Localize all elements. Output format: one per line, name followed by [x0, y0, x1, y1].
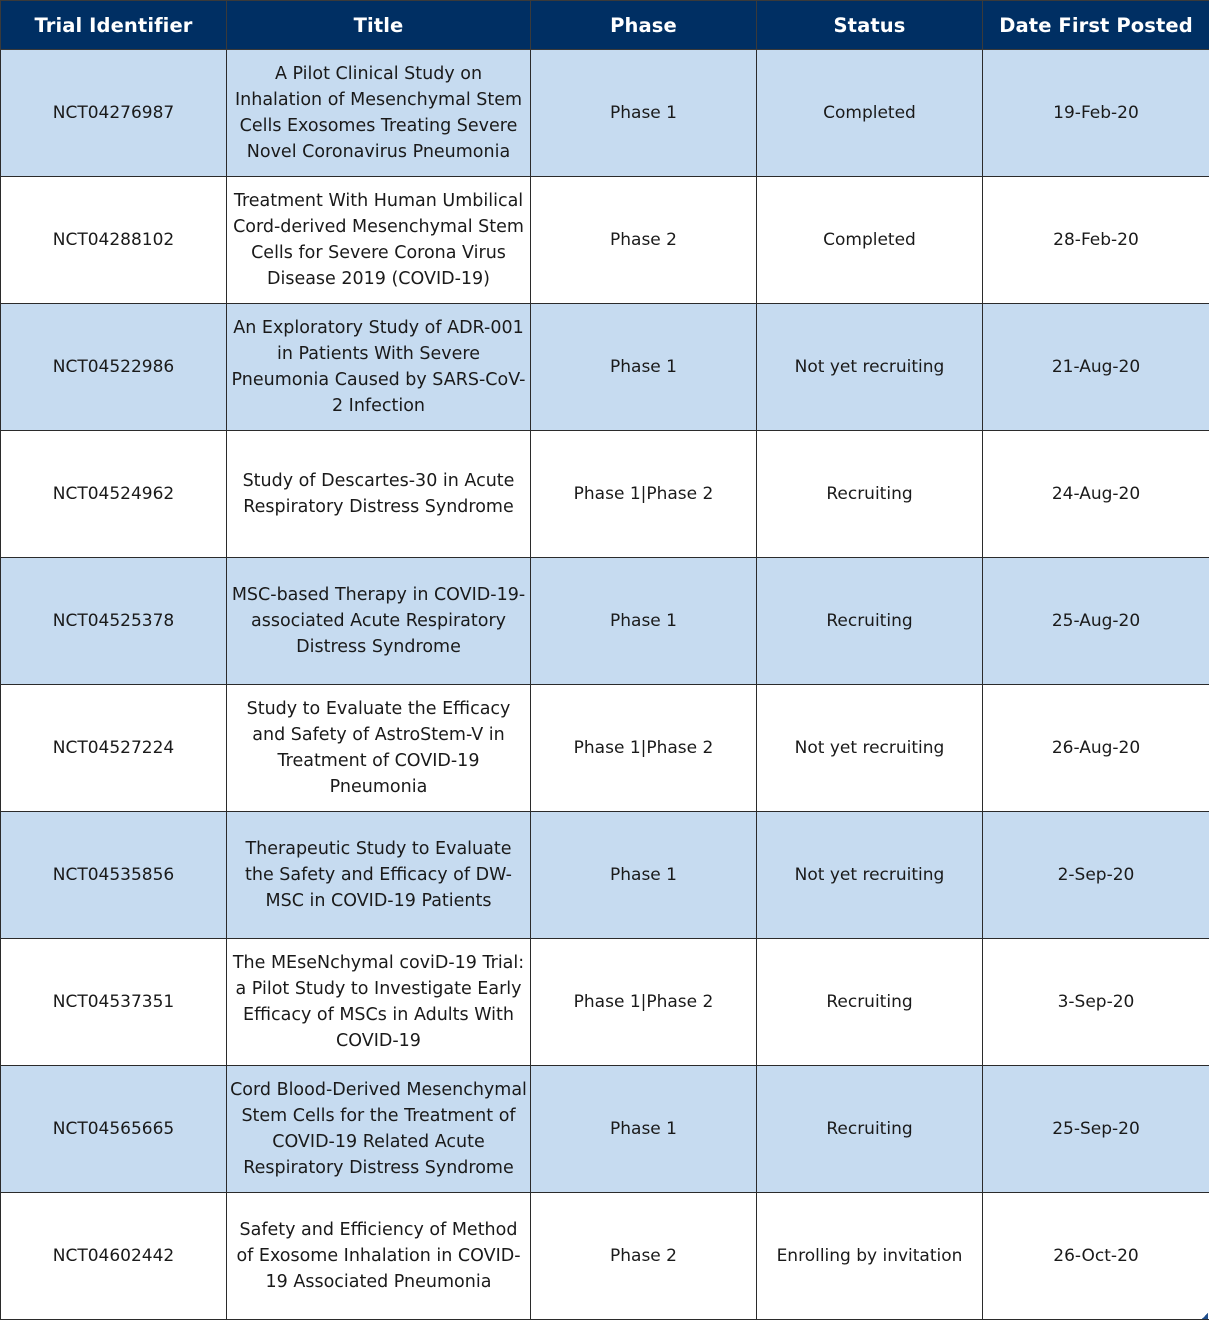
phase-cell: Phase 1: [531, 304, 757, 431]
header-title: Title: [227, 1, 531, 50]
table-row: [1, 177, 1209, 304]
table-header: [1, 1, 1209, 50]
date-first-posted-cell: 25-Aug-20: [983, 558, 1209, 685]
table-row: [1, 558, 1209, 685]
status-cell: Not yet recruiting: [757, 685, 983, 812]
date-first-posted-cell: 25-Sep-20: [983, 1066, 1209, 1193]
date-first-posted-cell: 28-Feb-20: [983, 177, 1209, 304]
table-row: [1, 304, 1209, 431]
phase-cell: Phase 1|Phase 2: [531, 939, 757, 1066]
date-first-posted-cell: 19-Feb-20: [983, 50, 1209, 177]
date-first-posted-cell: 2-Sep-20: [983, 812, 1209, 939]
phase-cell: Phase 1: [531, 558, 757, 685]
title-cell: Safety and Efficiency of Method of Exosome Inhalation in COVID-19 Associated Pneumonia: [227, 1193, 531, 1320]
table-body: [1, 50, 1209, 1320]
title-cell: The MEseNchymal coviD-19 Trial: a Pilot Study to Investigate Early Efficacy of MSCs in Adults With COVID-19: [227, 939, 531, 1066]
trial-identifier-cell: NCT04276987: [1, 50, 227, 177]
trial-identifier-cell: NCT04537351: [1, 939, 227, 1066]
table-row: [1, 685, 1209, 812]
header-trial-identifier: Trial Identifier: [1, 1, 227, 50]
status-cell: Recruiting: [757, 1066, 983, 1193]
title-cell: A Pilot Clinical Study on Inhalation of Mesenchymal Stem Cells Exosomes Treating Severe Novel Coronavirus Pneumonia: [227, 50, 531, 177]
title-cell: Therapeutic Study to Evaluate the Safety and Efficacy of DW-MSC in COVID-19 Patients: [227, 812, 531, 939]
header-phase: Phase: [531, 1, 757, 50]
phase-cell: Phase 1|Phase 2: [531, 685, 757, 812]
trial-identifier-cell: NCT04565665: [1, 1066, 227, 1193]
title-cell: MSC-based Therapy in COVID-19-associated Acute Respiratory Distress Syndrome: [227, 558, 531, 685]
status-cell: Not yet recruiting: [757, 812, 983, 939]
title-cell: Cord Blood-Derived Mesenchymal Stem Cells for the Treatment of COVID-19 Related Acute Respiratory Distress Syndrome: [227, 1066, 531, 1193]
date-first-posted-cell: 21-Aug-20: [983, 304, 1209, 431]
resize-handle-icon[interactable]: [1202, 1313, 1208, 1319]
phase-cell: Phase 1: [531, 50, 757, 177]
header-date-first-posted: Date First Posted: [983, 1, 1209, 50]
phase-cell: Phase 1: [531, 812, 757, 939]
title-cell: An Exploratory Study of ADR-001 in Patients With Severe Pneumonia Caused by SARS-CoV-2 Infection: [227, 304, 531, 431]
date-first-posted-cell: 24-Aug-20: [983, 431, 1209, 558]
status-cell: Recruiting: [757, 558, 983, 685]
table-row: [1, 1066, 1209, 1193]
table-row: [1, 50, 1209, 177]
status-cell: Recruiting: [757, 939, 983, 1066]
date-first-posted-cell: 3-Sep-20: [983, 939, 1209, 1066]
table-row: [1, 939, 1209, 1066]
table-row: [1, 812, 1209, 939]
title-cell: Treatment With Human Umbilical Cord-derived Mesenchymal Stem Cells for Severe Corona Virus Disease 2019 (COVID-19): [227, 177, 531, 304]
status-cell: Not yet recruiting: [757, 304, 983, 431]
phase-cell: Phase 2: [531, 177, 757, 304]
status-cell: Completed: [757, 177, 983, 304]
trial-identifier-cell: NCT04522986: [1, 304, 227, 431]
trial-identifier-cell: NCT04525378: [1, 558, 227, 685]
trial-identifier-cell: NCT04602442: [1, 1193, 227, 1320]
phase-cell: Phase 1|Phase 2: [531, 431, 757, 558]
status-cell: Completed: [757, 50, 983, 177]
phase-cell: Phase 1: [531, 1066, 757, 1193]
trial-identifier-cell: NCT04527224: [1, 685, 227, 812]
date-first-posted-cell: 26-Oct-20: [983, 1193, 1209, 1320]
title-cell: Study to Evaluate the Efficacy and Safety of AstroStem-V in Treatment of COVID-19 Pneumonia: [227, 685, 531, 812]
trial-identifier-cell: NCT04524962: [1, 431, 227, 558]
trial-identifier-cell: NCT04535856: [1, 812, 227, 939]
phase-cell: Phase 2: [531, 1193, 757, 1320]
header-status: Status: [757, 1, 983, 50]
date-first-posted-cell: 26-Aug-20: [983, 685, 1209, 812]
table-row: [1, 431, 1209, 558]
header-row: [1, 1, 1209, 50]
status-cell: Recruiting: [757, 431, 983, 558]
trial-identifier-cell: NCT04288102: [1, 177, 227, 304]
table-row: [1, 1193, 1209, 1320]
title-cell: Study of Descartes-30 in Acute Respiratory Distress Syndrome: [227, 431, 531, 558]
status-cell: Enrolling by invitation: [757, 1193, 983, 1320]
